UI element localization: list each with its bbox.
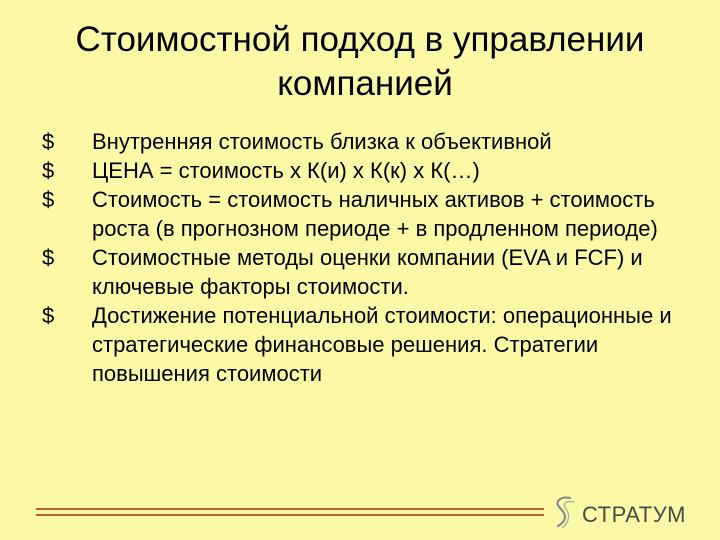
dollar-bullet-icon: $ bbox=[42, 245, 55, 270]
bullet-text: Достижение потенциальной стоимости: операционные и стратегические финансовые решения. Стратегии повышения стоимости bbox=[92, 303, 672, 386]
bullet-list bbox=[0, 127, 720, 388]
stratum-s-logo-icon bbox=[548, 494, 580, 530]
stratum-logo bbox=[548, 494, 686, 530]
footer-divider-top bbox=[36, 508, 544, 510]
bullet-text: Внутренняя стоимость близка к объективной bbox=[92, 129, 552, 154]
bullet-item bbox=[0, 127, 720, 156]
dollar-bullet-icon: $ bbox=[42, 158, 55, 183]
bullet-item bbox=[0, 301, 720, 388]
dollar-bullet-icon: $ bbox=[42, 303, 55, 328]
footer-divider-bottom bbox=[36, 514, 544, 516]
slide-title-line-1: Стоимостной подход в управлении bbox=[75, 20, 645, 59]
slide-title-line-2: компанией bbox=[277, 64, 453, 103]
bullet-item bbox=[0, 185, 720, 243]
slide-title bbox=[0, 18, 720, 106]
bullet-item bbox=[0, 243, 720, 301]
bullet-item bbox=[0, 156, 720, 185]
dollar-bullet-icon: $ bbox=[42, 129, 55, 154]
stratum-logo-text: СТРАТУМ bbox=[582, 502, 686, 527]
dollar-bullet-icon: $ bbox=[42, 187, 55, 212]
bullet-text: Стоимость = стоимость наличных активов + стоимость роста (в прогнозном периоде + в продленном периоде) bbox=[92, 187, 658, 241]
bullet-text: ЦЕНА = стоимость х К(и) х К(к) х К(…) bbox=[92, 158, 480, 183]
bullet-text: Стоимостные методы оценки компании (EVA и FCF) и ключевые факторы стоимости. bbox=[92, 245, 643, 299]
